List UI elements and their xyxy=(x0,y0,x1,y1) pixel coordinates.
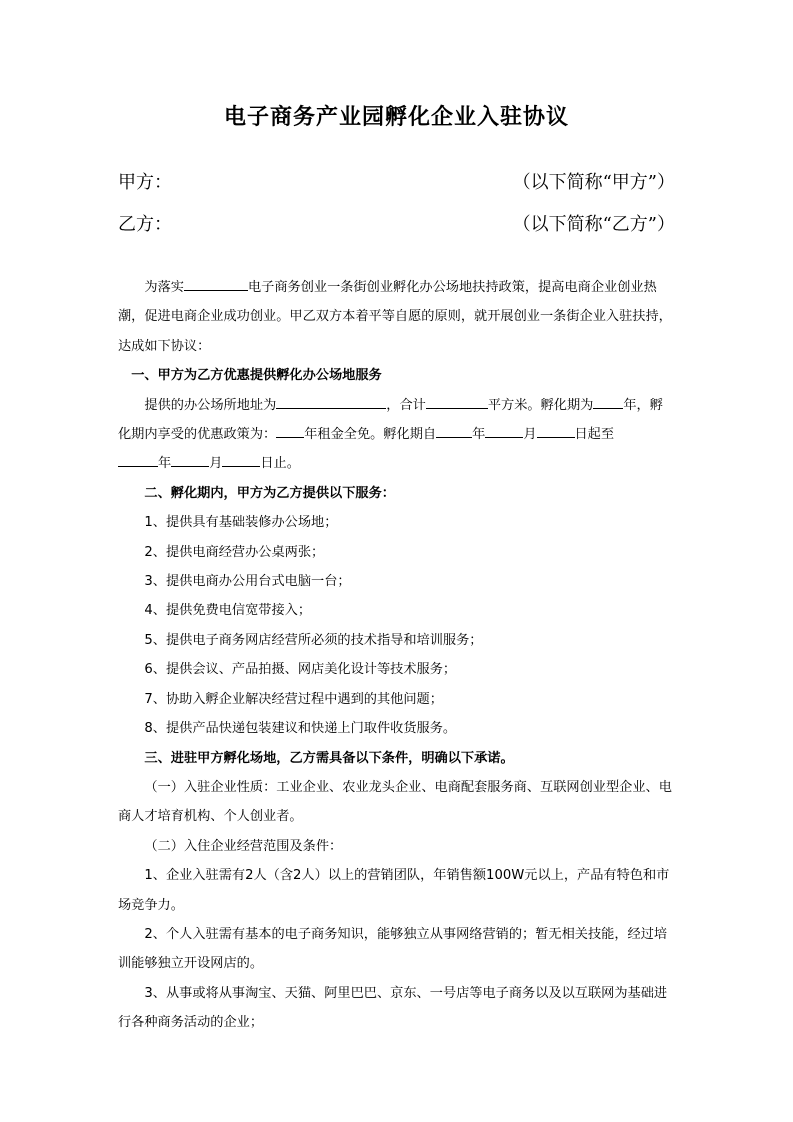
text-fragment: ，合计 xyxy=(386,397,426,413)
condition-item: 3、从事或将从事淘宝、天猫、阿里巴巴、京东、一号店等电子商务以及以互联网为基础进行各种商务活动的企业； xyxy=(118,985,668,1031)
party-a-label: 甲方： xyxy=(118,172,172,193)
blank-address xyxy=(276,394,386,409)
condition-item: 1、企业入驻需有2人（含2人）以上的营销团队，年销售额100W元以上，产品有特色和市场竞争力。 xyxy=(118,868,670,913)
text-fragment: 提供的办公场所地址为 xyxy=(144,397,277,413)
blank-start-day xyxy=(537,423,575,438)
section-3-heading: 三、进驻甲方孵化场地，乙方需具备以下条件，明确以下承诺。 xyxy=(144,750,514,766)
party-a-abbreviation: （以下简称“甲方”） xyxy=(512,172,675,193)
blank-end-year xyxy=(118,452,158,467)
blank-start-month xyxy=(485,423,523,438)
service-item: 1、提供具有基础装修办公场地； xyxy=(144,515,338,531)
party-b-line xyxy=(118,210,675,236)
text-fragment: 年，孵化期内享受的优惠政策为： xyxy=(118,397,663,443)
service-item: 4、提供免费电信宽带接入； xyxy=(144,603,312,619)
text-fragment: 月 xyxy=(209,456,223,472)
intro-text-2: 电子商务创业一条街创业孵化办公场地扶持政策，提高电商企业创业热潮，促进电商企业成功创业。甲乙双方本着平等自愿的原则，就开展创业一条街企业入驻扶持，达成如下协议： xyxy=(118,280,672,354)
party-b-label: 乙方： xyxy=(118,214,172,235)
service-item: 5、提供电子商务网店经营所必须的技术指导和培训服务； xyxy=(144,632,483,648)
party-a-line xyxy=(118,168,675,194)
service-item: 6、提供会议、产品拍摄、网店美化设计等技术服务； xyxy=(144,662,457,678)
service-item: 2、提供电商经营办公桌两张； xyxy=(144,544,325,560)
section-1-heading: 一、甲方为乙方优惠提供孵化办公场地服务 xyxy=(131,368,382,384)
section-3-subsection-1: （一）入驻企业性质：工业企业、农业龙头企业、电商配套服务商、互联网创业型企业、电商人才培育机构、个人创业者。 xyxy=(118,779,672,825)
text-fragment: 平方米。孵化期为 xyxy=(487,397,594,413)
blank-area xyxy=(426,394,488,409)
blank-end-month xyxy=(171,452,209,467)
agreement-body xyxy=(118,273,674,1038)
text-fragment: 年租金全免。孵化期自 xyxy=(304,427,437,443)
service-item: 8、提供产品快递包装建议和快递上门取件收货服务。 xyxy=(144,721,457,737)
text-fragment: 月 xyxy=(523,427,537,443)
blank-rent-free-years xyxy=(276,423,304,438)
blank-years xyxy=(593,394,623,409)
service-item: 7、协助入孵企业解决经营过程中遇到的其他问题； xyxy=(144,691,443,707)
text-fragment: 年 xyxy=(472,427,486,443)
text-fragment: 年 xyxy=(158,456,172,472)
intro-paragraph xyxy=(118,273,674,361)
document-title: 电子商务产业园孵化企业入驻协议 xyxy=(223,104,569,130)
section-2-heading: 二、孵化期内，甲方为乙方提供以下服务： xyxy=(144,485,395,501)
party-b-abbreviation: （以下简称“乙方”） xyxy=(512,214,675,235)
intro-text-1: 为落实 xyxy=(144,280,184,295)
condition-item: 2、个人入驻需有基本的电子商务知识，能够独立从事网络营销的；暂无相关技能，经过培训能够独立开设网店的。 xyxy=(118,926,668,972)
section-3-subsection-2: （二）入住企业经营范围及条件： xyxy=(144,838,343,854)
blank-start-year xyxy=(436,423,472,438)
section-1-paragraph xyxy=(118,391,674,479)
service-item: 3、提供电商办公用台式电脑一台； xyxy=(144,574,351,590)
blank-end-day xyxy=(222,452,260,467)
text-fragment: 日止。 xyxy=(260,456,300,472)
blank-line xyxy=(184,276,248,291)
text-fragment: 日起至 xyxy=(574,427,615,443)
